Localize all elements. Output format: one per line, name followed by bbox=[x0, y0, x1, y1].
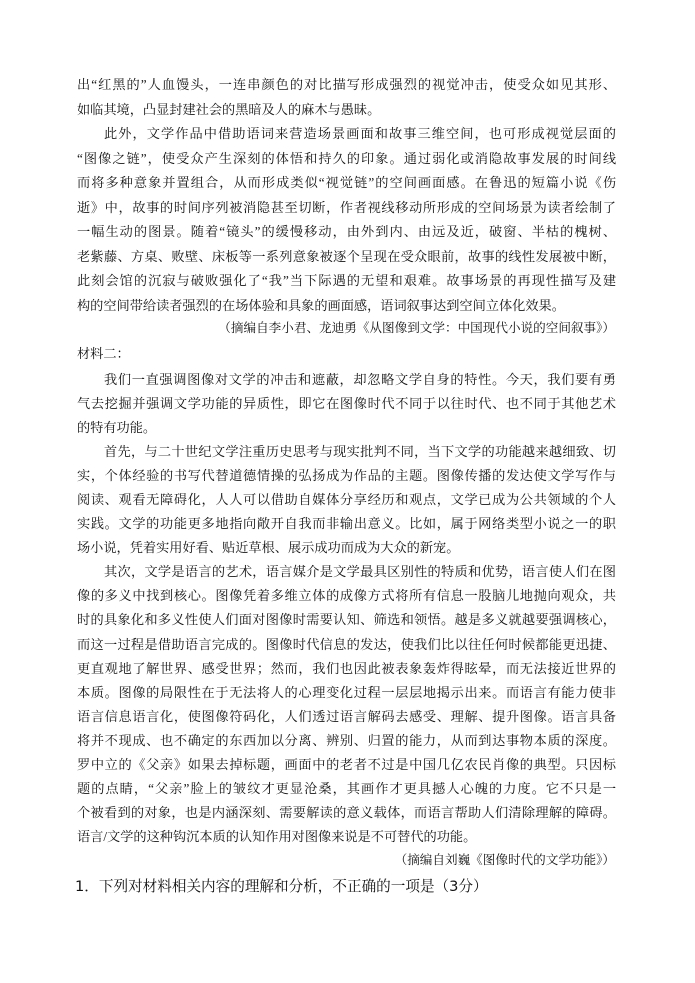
text-line: 而将多种意象并置组合，从而形成类似“视觉链”的空间画面感。在鲁迅的短篇小说《伤 bbox=[77, 175, 616, 190]
text-line: 语言信息语言化，使图像符码化，人们透过语言解码去感受、理解、提升图像。语言具备 bbox=[77, 708, 616, 724]
text-line: 一幅生动的图景。随着“镜头”的缓慢移动，由外到内、由远及近，破窗、半枯的槐树、 bbox=[77, 224, 616, 239]
material2-text bbox=[77, 368, 616, 849]
text-line: 此外，文学作品中借助语词来营造场景画面和故事三维空间，也可形成视觉层面的 bbox=[104, 126, 616, 141]
material2-source: （摘编自刘巍《图像时代的文学功能》） bbox=[394, 853, 615, 867]
question-1: 1．下列对材料相关内容的理解和分析，不正确的一项是（3分） bbox=[75, 878, 488, 895]
text-line: 语言/文学的这种钩沉本质的认知作用对图像来说是不可替代的功能。 bbox=[77, 828, 477, 844]
text-line: 将并不现成、也不确定的东西加以分离、辨别、归置的能力，从而到达事物本质的深度。 bbox=[77, 732, 616, 748]
text-line: 阅读、观看无障碍化，人人可以借助自媒体分享经历和观点，文学已成为公共领域的个人 bbox=[77, 492, 616, 508]
text-line: 像的多义中找到核心。图像凭着多维立体的成像方式将所有信息一股脑儿地抛向观众，共 bbox=[77, 588, 616, 604]
text-line: 实，个体经验的书写代替道德情操的弘扬成为作品的主题。图像传播的发达使文学写作与 bbox=[77, 468, 616, 484]
text-line: 时的具象化和多义性使人们面对图像时需要认知、筛选和领悟。越是多义就越要强调核心， bbox=[77, 612, 616, 628]
text-line: 逝》中，故事的时间序列被消隐甚至切断，作者视线移动所形成的空间场景为读者绘制了 bbox=[77, 199, 616, 215]
text-line: 出“红黑的”人血馒头，一连串颜色的对比描写形成强烈的视觉冲击，使受众如见其形、 bbox=[77, 77, 616, 92]
material1-text bbox=[77, 73, 616, 318]
text-line: 如临其境，凸显封建社会的黑暗及人的麻木与愚昧。 bbox=[77, 101, 381, 117]
text-line: 更直观地了解世界、感受世界；然而，我们也因此被表象轰炸得眩晕，而无法接近世界的 bbox=[77, 660, 616, 676]
text-line: 实践。文学的功能更多地指向敞开自我而非输出意义。比如，属于网络类型小说之一的职 bbox=[77, 516, 616, 532]
material2-heading: 材料二： bbox=[77, 346, 130, 361]
text-line: 题的点睛，“父亲”脸上的皱纹才更显沧桑，其画作才更具撼人心魄的力度。它不只是一 bbox=[77, 780, 616, 796]
text-line: 构的空间带给读者强烈的在场体验和具象的画面感，语词叙事达到空间立体化效果。 bbox=[77, 297, 565, 313]
text-line: 此刻会馆的沉寂与破败强化了“我”当下际遇的无望和艰难。故事场景的再现性描写及建 bbox=[77, 273, 616, 288]
text-line: 气去挖掘并强调文学功能的异质性，即它在图像时代不同于以往时代、也不同于其他艺术 bbox=[77, 396, 616, 412]
text-line: 首先，与二十世纪文学注重历史思考与现实批判不同，当下文学的功能越来越细致、切 bbox=[104, 444, 616, 460]
text-line: “图像之链”，使受众产生深刻的体悟和持久的印象。通过弱化或消隐故事发展的时间线 bbox=[77, 150, 616, 166]
text-line: 其次，文学是语言的艺术，语言媒介是文学最具区别性的特质和优势，语言使人们在图 bbox=[104, 564, 616, 580]
text-line: 而这一过程是借助语言完成的。图像时代信息的发达，使我们比以往任何时候都能更迅捷、 bbox=[77, 636, 616, 652]
material1-source: （摘编自李小君、龙迪勇《从图像到文学：中国现代小说的空间叙事》） bbox=[218, 321, 615, 335]
text-line: 个被看到的对象，也是内涵深刻、需要解读的意义载体，而语言帮助人们清除理解的障碍。 bbox=[77, 804, 616, 820]
text-line: 本质。图像的局限性在于无法将人的心理变化过程一层层地揭示出来。而语言有能力使非 bbox=[77, 684, 616, 700]
text-line: 罗中立的《父亲》如果去掉标题，画面中的老者不过是中国几亿农民肖像的典型。只因标 bbox=[77, 756, 616, 772]
text-line: 的特有功能。 bbox=[77, 420, 157, 436]
text-line: 老紫藤、方桌、败壁、床板等一系列意象被逐个呈现在受众眼前，故事的线性发展被中断， bbox=[77, 248, 616, 264]
text-line: 我们一直强调图像对文学的冲击和遮蔽，却忽略文学自身的特性。今天，我们要有勇 bbox=[104, 372, 616, 387]
text-line: 场小说，凭着实用好看、贴近草根、展示成功而成为大众的新宠。 bbox=[77, 540, 460, 556]
